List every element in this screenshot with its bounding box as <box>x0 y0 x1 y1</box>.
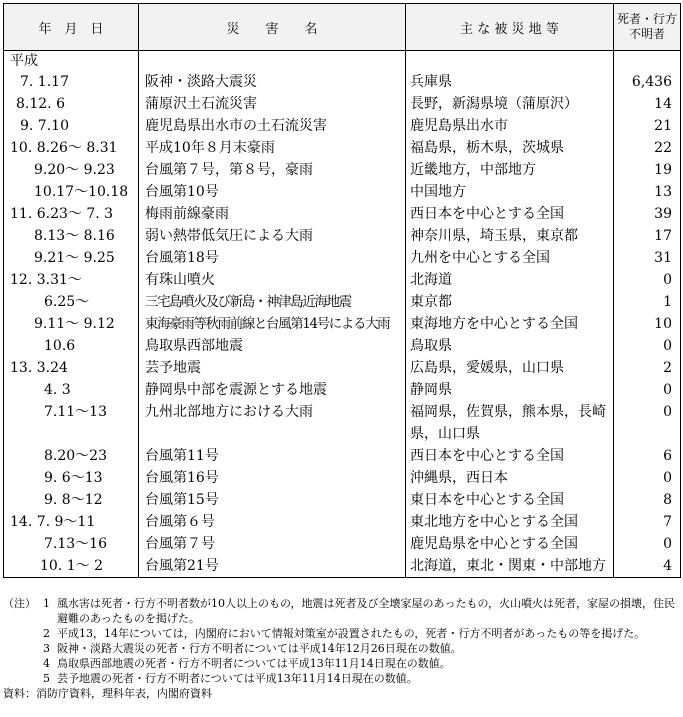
note-text: 阪神・淡路大震災の死者・行方不明者については平成14年12月26日現在の数値。 <box>57 642 462 655</box>
row-affected-area: 東北地方を中心とする全国 <box>406 511 614 533</box>
row-date: 10.6 <box>4 335 139 357</box>
row-disaster-name: 蒲原沢土石流災害 <box>139 93 406 115</box>
row-affected-area: 神奈川県，埼玉県，東京都 <box>406 225 614 247</box>
row-disaster-name: 台風第７号，第８号，豪雨 <box>139 159 406 181</box>
row-casualties: 0 <box>614 269 681 291</box>
table-row <box>4 335 681 357</box>
row-casualties: 14 <box>614 93 681 115</box>
note-number: 5 <box>43 672 50 685</box>
row-date: 7.11～13 <box>4 401 139 445</box>
row-casualties: 8 <box>614 489 681 511</box>
row-date: 9.11～ 9.12 <box>4 313 139 335</box>
row-affected-area: 近畿地方，中部地方 <box>406 159 614 181</box>
row-disaster-name: 台風第18号 <box>139 247 406 269</box>
row-disaster-name: 芸予地震 <box>139 357 406 379</box>
row-disaster-name: 九州北部地方における大雨 <box>139 401 406 445</box>
row-date: 9. 6～13 <box>4 467 139 489</box>
table-header-row <box>4 4 681 51</box>
header-casualties: 死者・行方不明者 <box>614 4 681 51</box>
row-affected-area: 兵庫県 <box>406 71 614 93</box>
table-row <box>4 203 681 225</box>
row-affected-area: 北海道，東北・関東・中部地方 <box>406 555 614 578</box>
note-item <box>3 626 680 641</box>
row-casualties: 0 <box>614 401 681 445</box>
row-disaster-name: 三宅島噴火及び新島・神津島近海地震 <box>139 291 406 313</box>
row-disaster-name: 台風第11号 <box>139 445 406 467</box>
row-affected-area: 中国地方 <box>406 181 614 203</box>
row-casualties: 2 <box>614 357 681 379</box>
row-affected-area: 西日本を中心とする全国 <box>406 445 614 467</box>
table-row <box>4 445 681 467</box>
row-casualties: 22 <box>614 137 681 159</box>
row-date: 10.17～10.18 <box>4 181 139 203</box>
row-casualties: 17 <box>614 225 681 247</box>
row-date: 9.20～ 9.23 <box>4 159 139 181</box>
row-affected-area: 広島県，愛媛県，山口県 <box>406 357 614 379</box>
row-casualties: 1 <box>614 291 681 313</box>
row-casualties: 4 <box>614 555 681 578</box>
table-body <box>4 51 681 578</box>
row-date: 14. 7. 9～11 <box>4 511 139 533</box>
table-row <box>4 225 681 247</box>
row-disaster-name: 静岡県中部を震源とする地震 <box>139 379 406 401</box>
row-disaster-name: 台風第６号 <box>139 511 406 533</box>
row-casualties: 6,436 <box>614 71 681 93</box>
row-disaster-name: 台風第10号 <box>139 181 406 203</box>
row-disaster-name: 台風第15号 <box>139 489 406 511</box>
disaster-table <box>3 3 681 578</box>
note-number: 1 <box>43 597 50 610</box>
note-number: 4 <box>43 657 50 670</box>
note-number: 3 <box>43 642 50 655</box>
row-affected-area: 西日本を中心とする全国 <box>406 203 614 225</box>
note-item <box>3 641 680 656</box>
table-row <box>4 181 681 203</box>
table-row <box>4 533 681 555</box>
era-label: 平成 <box>4 51 139 72</box>
row-affected-area: 北海道 <box>406 269 614 291</box>
row-date: 9. 7.10 <box>4 115 139 137</box>
row-disaster-name: 台風第７号 <box>139 533 406 555</box>
row-date: 8.13～ 8.16 <box>4 225 139 247</box>
row-disaster-name: 梅雨前線豪雨 <box>139 203 406 225</box>
row-affected-area: 東日本を中心とする全国 <box>406 489 614 511</box>
note-text: 鳥取県西部地震の死者・行方不明者については平成13年11月14日現在の数値。 <box>57 657 451 670</box>
note-item <box>3 671 680 686</box>
table-row <box>4 489 681 511</box>
row-affected-area: 東京都 <box>406 291 614 313</box>
row-affected-area: 鹿児島県を中心とする全国 <box>406 533 614 555</box>
row-date: 10. 8.26～ 8.31 <box>4 137 139 159</box>
era-row <box>4 51 681 72</box>
row-affected-area: 静岡県 <box>406 379 614 401</box>
row-casualties: 19 <box>614 159 681 181</box>
notes-list <box>3 596 680 686</box>
row-casualties: 6 <box>614 445 681 467</box>
row-date: 11. 6.23～ 7. 3 <box>4 203 139 225</box>
note-number: 2 <box>43 627 50 640</box>
row-date: 10. 1～ 2 <box>4 555 139 578</box>
table-row <box>4 511 681 533</box>
row-disaster-name: 有珠山噴火 <box>139 269 406 291</box>
note-text: 芸予地震の死者・行方不明者については平成13年11月14日現在の数値。 <box>57 672 418 685</box>
row-date: 6.25～ <box>4 291 139 313</box>
row-casualties: 0 <box>614 533 681 555</box>
note-item <box>3 596 680 626</box>
table-row <box>4 93 681 115</box>
row-disaster-name: 平成10年８月末豪雨 <box>139 137 406 159</box>
row-casualties: 31 <box>614 247 681 269</box>
table-row <box>4 357 681 379</box>
row-affected-area: 福島県，栃木県，茨城県 <box>406 137 614 159</box>
row-casualties: 0 <box>614 379 681 401</box>
header-date: 年 月 日 <box>4 4 139 51</box>
row-affected-area: 沖縄県，西日本 <box>406 467 614 489</box>
row-casualties: 13 <box>614 181 681 203</box>
table-row <box>4 555 681 578</box>
header-disaster-name: 災 害 名 <box>139 4 406 51</box>
row-disaster-name: 鳥取県西部地震 <box>139 335 406 357</box>
table-row <box>4 71 681 93</box>
row-disaster-name: 東海豪雨等秋雨前線と台風第14号による大雨 <box>139 313 406 335</box>
row-disaster-name: 台風第16号 <box>139 467 406 489</box>
row-date: 4. 3 <box>4 379 139 401</box>
row-disaster-name: 阪神・淡路大震災 <box>139 71 406 93</box>
table-row <box>4 379 681 401</box>
row-casualties: 39 <box>614 203 681 225</box>
table-row <box>4 137 681 159</box>
notes-section <box>3 596 680 701</box>
table-row <box>4 247 681 269</box>
row-casualties: 21 <box>614 115 681 137</box>
row-affected-area: 九州を中心とする全国 <box>406 247 614 269</box>
row-date: 8.12. 6 <box>4 93 139 115</box>
table-row <box>4 401 681 445</box>
row-casualties: 10 <box>614 313 681 335</box>
row-affected-area: 東海地方を中心とする全国 <box>406 313 614 335</box>
row-date: 9. 8～12 <box>4 489 139 511</box>
table-row <box>4 467 681 489</box>
note-text: 風水害は死者・行方不明者数が10人以上のもの，地震は死者及び全壊家屋のあったもの，火山噴火は死者，家屋の損壊，住民避難のあったものを掲げた。 <box>57 597 676 625</box>
row-disaster-name: 鹿児島県出水市の土石流災害 <box>139 115 406 137</box>
table-row <box>4 159 681 181</box>
row-affected-area: 福岡県，佐賀県，熊本県，長崎県，山口県 <box>406 401 614 445</box>
row-casualties: 0 <box>614 467 681 489</box>
header-affected-area: 主 な 被 災 地 等 <box>406 4 614 51</box>
row-date: 12. 3.31～ <box>4 269 139 291</box>
row-date: 8.20～23 <box>4 445 139 467</box>
row-disaster-name: 台風第21号 <box>139 555 406 578</box>
source-line: 資料：消防庁資料，理科年表，内閣府資料 <box>3 687 212 700</box>
note-lead: （注） <box>3 597 36 610</box>
row-date: 7.13～16 <box>4 533 139 555</box>
note-item <box>3 656 680 671</box>
note-text: 平成13，14年については，内閣府において情報対策室が設置されたもの，死者・行方不明者があったもの等を掲げた。 <box>57 627 646 640</box>
table-row <box>4 115 681 137</box>
row-affected-area: 鳥取県 <box>406 335 614 357</box>
table-row <box>4 269 681 291</box>
row-date: 9.21～ 9.25 <box>4 247 139 269</box>
row-disaster-name: 弱い熱帯低気圧による大雨 <box>139 225 406 247</box>
row-date: 7. 1.17 <box>4 71 139 93</box>
row-date: 13. 3.24 <box>4 357 139 379</box>
row-casualties: 0 <box>614 335 681 357</box>
row-affected-area: 鹿児島県出水市 <box>406 115 614 137</box>
row-casualties: 7 <box>614 511 681 533</box>
table-row <box>4 291 681 313</box>
table-row <box>4 313 681 335</box>
row-affected-area: 長野，新潟県境（蒲原沢） <box>406 93 614 115</box>
